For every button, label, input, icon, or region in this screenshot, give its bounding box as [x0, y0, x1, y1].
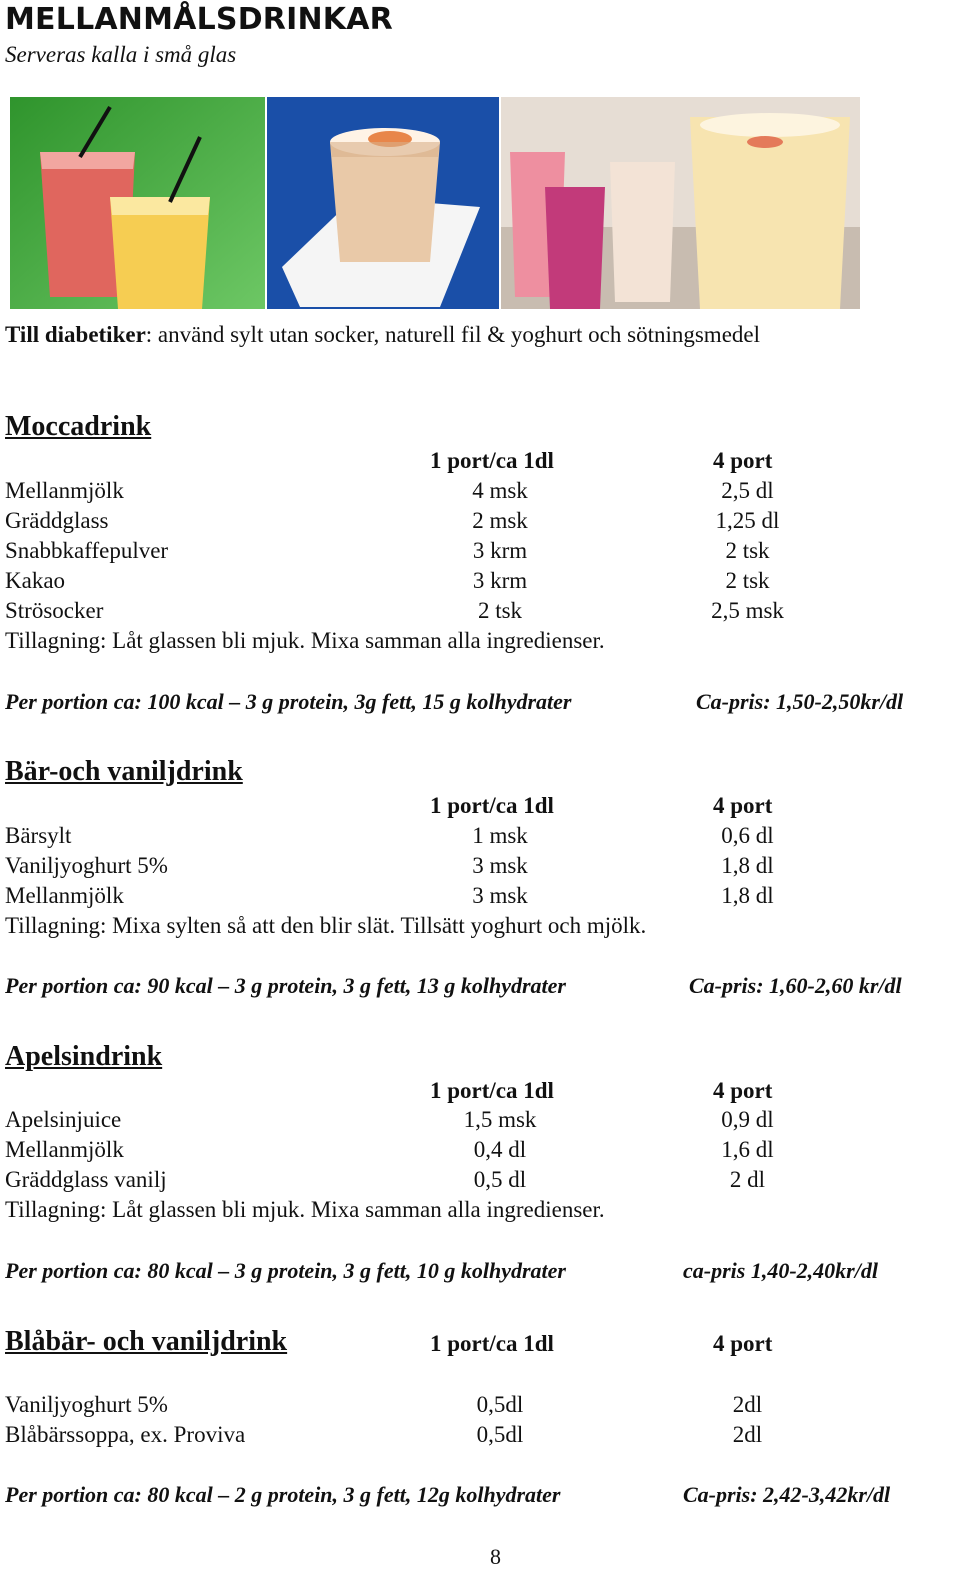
page-subtitle: Serveras kalla i små glas	[5, 42, 237, 67]
diabetic-note-text: : använd sylt utan socker, naturell fil & yoghurt och sötningsmedel	[145, 322, 761, 347]
price-per-dl: Ca-pris: 2,42-3,42kr/dl	[683, 1482, 891, 1507]
amount-four-portion: 2 tsk	[725, 538, 770, 563]
nutrition-summary: Per portion ca: 100 kcal – 3 g protein, 3g fett, 15 g kolhydrater	[5, 689, 572, 714]
page-number: 8	[490, 1544, 501, 1569]
ingredient-name: Mellanmjölk	[5, 883, 124, 908]
ingredient-name: Vaniljyoghurt 5%	[5, 853, 168, 878]
recipe-heading-moccadrink: Moccadrink	[5, 411, 152, 442]
diabetic-note	[5, 322, 760, 348]
amount-four-portion: 1,8 dl	[721, 853, 774, 878]
nutrition-summary: Per portion ca: 80 kcal – 3 g protein, 3 g fett, 10 g kolhydrater	[5, 1258, 566, 1283]
preparation-text: Tillagning: Mixa sylten så att den blir slät. Tillsätt yoghurt och mjölk.	[5, 913, 647, 938]
preparation-text: Tillagning: Låt glassen bli mjuk. Mixa samman alla ingredienser.	[5, 1197, 605, 1222]
ingredient-name: Snabbkaffepulver	[5, 538, 169, 563]
recipe-heading-bar-vaniljdrink: Bär-och vaniljdrink	[5, 756, 243, 787]
price-per-dl: Ca-pris: 1,50-2,50kr/dl	[696, 689, 904, 714]
mocca-glass-photo	[267, 97, 499, 309]
smoothie-glasses-photo	[10, 97, 265, 309]
amount-four-portion: 0,9 dl	[721, 1107, 774, 1132]
diabetic-note-label: Till diabetiker	[5, 322, 146, 347]
amount-one-portion: 0,5 dl	[473, 1167, 527, 1192]
ingredient-name: Vaniljyoghurt 5%	[5, 1392, 168, 1417]
ingredient-name: Bärsylt	[5, 823, 72, 848]
berry-glasses-photo	[501, 97, 860, 309]
amount-one-portion: 1,5 msk	[463, 1107, 537, 1132]
col-header-four-portion: 4 port	[713, 793, 773, 818]
preparation-text: Tillagning: Låt glassen bli mjuk. Mixa samman alla ingredienser.	[5, 628, 605, 653]
col-header-one-portion: 1 port/ca 1dl	[430, 793, 554, 818]
col-header-one-portion: 1 port/ca 1dl	[430, 448, 554, 473]
col-header-four-portion: 4 port	[713, 1078, 773, 1103]
amount-four-portion: 0,6 dl	[721, 823, 774, 848]
amount-four-portion: 1,8 dl	[721, 883, 774, 908]
amount-four-portion: 2 tsk	[725, 568, 770, 593]
amount-one-portion: 3 msk	[472, 853, 528, 878]
amount-four-portion: 2dl	[732, 1422, 763, 1447]
recipe-heading-blabar-vaniljdrink: Blåbär- och vaniljdrink	[5, 1326, 288, 1357]
ingredient-name: Mellanmjölk	[5, 1137, 124, 1162]
recipe-heading-apelsindrink: Apelsindrink	[5, 1041, 163, 1072]
col-header-one-portion: 1 port/ca 1dl	[430, 1078, 554, 1103]
amount-one-portion: 0,5dl	[476, 1392, 524, 1417]
amount-one-portion: 0,4 dl	[473, 1137, 527, 1162]
ingredient-name: Apelsinjuice	[5, 1107, 122, 1132]
amount-four-portion: 2dl	[732, 1392, 763, 1417]
amount-four-portion: 2 dl	[729, 1167, 766, 1192]
col-header-four-portion: 4 port	[713, 1331, 773, 1356]
col-header-four-portion: 4 port	[713, 448, 773, 473]
amount-one-portion: 3 msk	[472, 883, 528, 908]
amount-one-portion: 4 msk	[472, 478, 528, 503]
amount-one-portion: 1 msk	[472, 823, 528, 848]
ingredient-name: Kakao	[5, 568, 66, 593]
drinks-photo-strip	[10, 97, 860, 309]
amount-one-portion: 3 krm	[472, 568, 528, 593]
page-title: MELLANMÅLSDRINKAR	[5, 2, 393, 37]
amount-four-portion: 2,5 dl	[721, 478, 774, 503]
ingredient-name: Gräddglass	[5, 508, 109, 533]
amount-one-portion: 0,5dl	[476, 1422, 524, 1447]
nutrition-summary: Per portion ca: 90 kcal – 3 g protein, 3 g fett, 13 g kolhydrater	[5, 973, 566, 998]
price-per-dl: Ca-pris: 1,60-2,60 kr/dl	[689, 973, 902, 998]
ingredient-name: Strösocker	[5, 598, 104, 623]
amount-one-portion: 2 tsk	[477, 598, 523, 623]
col-header-one-portion: 1 port/ca 1dl	[430, 1331, 554, 1356]
nutrition-summary: Per portion ca: 80 kcal – 2 g protein, 3 g fett, 12g kolhydrater	[5, 1482, 561, 1507]
amount-one-portion: 2 msk	[472, 508, 528, 533]
amount-four-portion: 2,5 msk	[711, 598, 784, 623]
ingredient-name: Mellanmjölk	[5, 478, 124, 503]
amount-four-portion: 1,6 dl	[721, 1137, 774, 1162]
ingredient-name: Gräddglass vanilj	[5, 1167, 167, 1192]
ingredient-name: Blåbärssoppa, ex. Proviva	[5, 1422, 246, 1447]
amount-one-portion: 3 krm	[472, 538, 528, 563]
amount-four-portion: 1,25 dl	[715, 508, 780, 533]
price-per-dl: ca-pris 1,40-2,40kr/dl	[683, 1258, 878, 1283]
